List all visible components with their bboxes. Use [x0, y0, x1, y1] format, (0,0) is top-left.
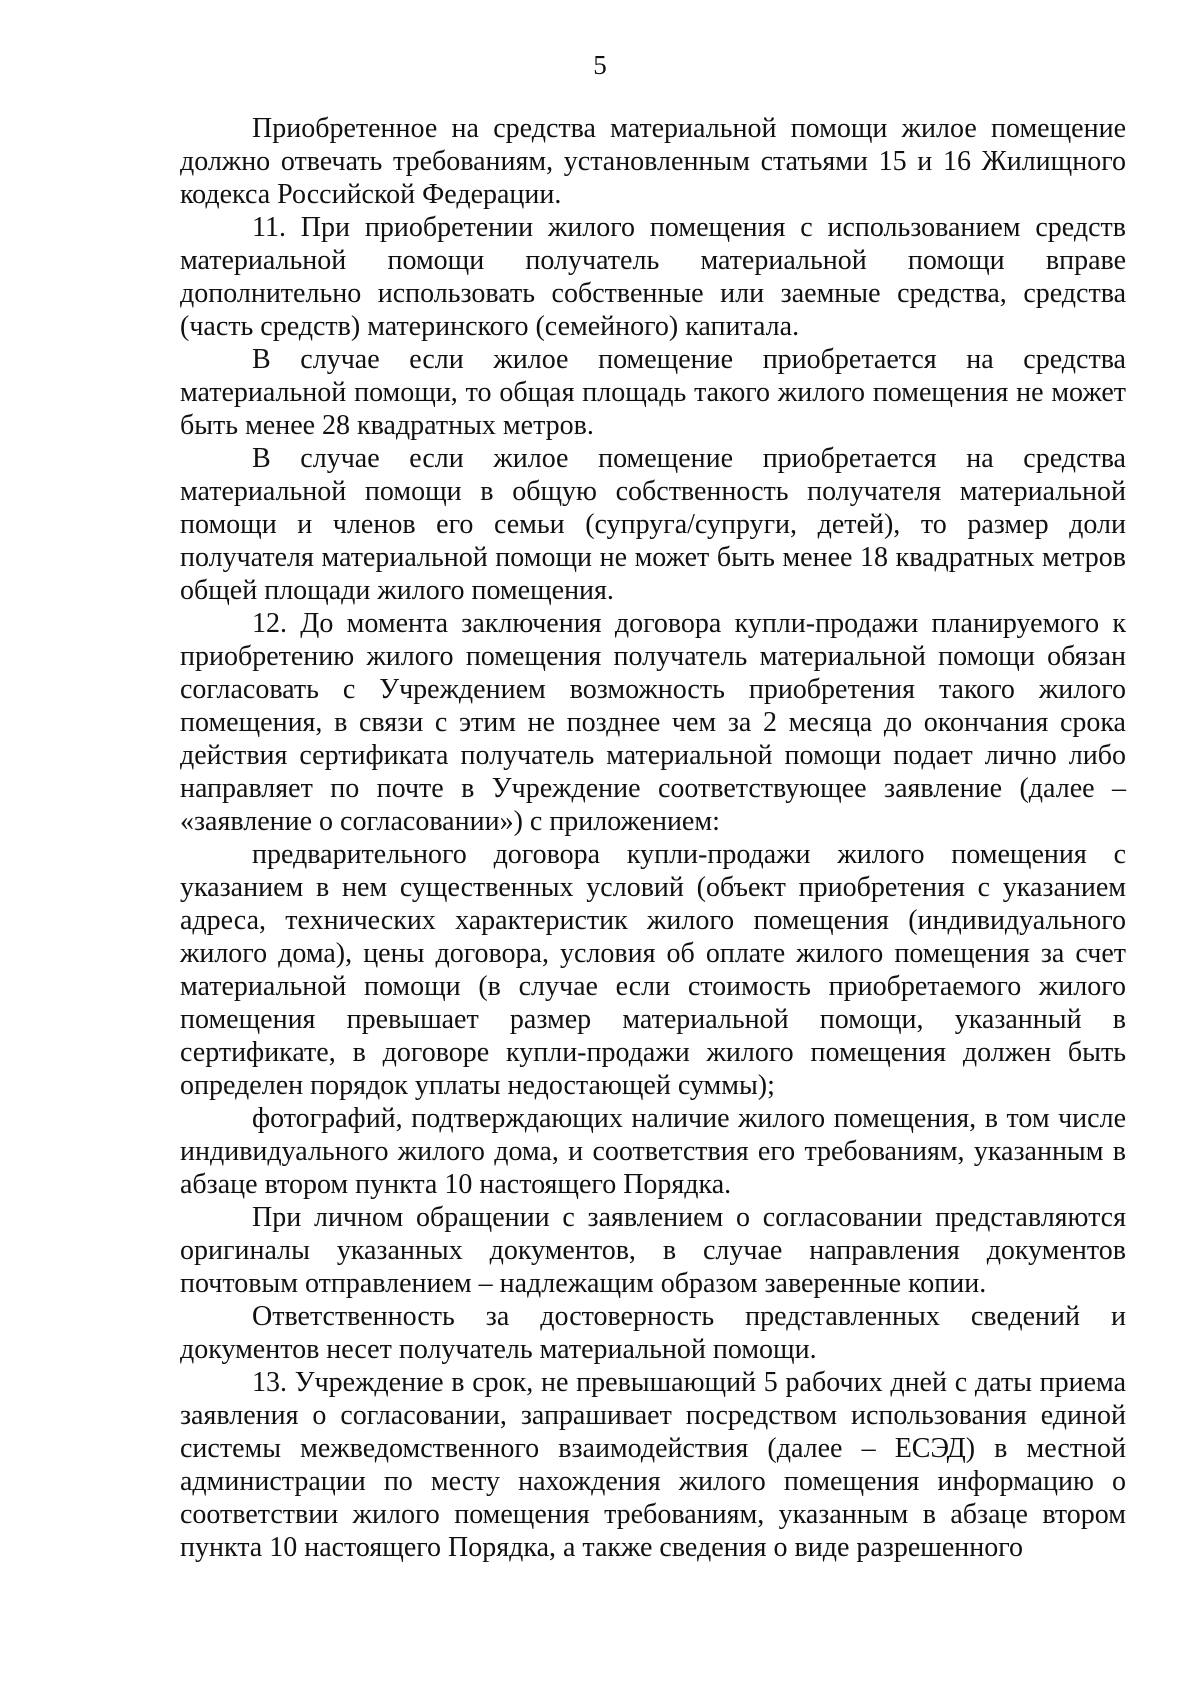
paragraph-minimum-area: В случае если жилое помещение приобретается на средства материальной помощи, то общая площадь такого жилого помещения не может быть менее 28 квадратных метров.: [180, 344, 1126, 441]
paragraph-photographs: фотографий, подтверждающих наличие жилого помещения, в том числе индивидуального жилого дома, и соответствия его требованиям, указанным в абзаце втором пункта 10 настоящего Порядка.: [180, 1103, 1126, 1200]
paragraph-item-13: 13. Учреждение в срок, не превышающий 5 рабочих дней с даты приема заявления о согласовании, запрашивает посредством использования единой системы межведомственного взаимодействия (далее – ЕСЭД) в местной администрации по месту нахождения жилого помещения информацию о соответствии жилого помещения требованиям, указанным в абзаце втором пункта 10 настоящего Порядка, а также сведения о виде разрешенного: [180, 1367, 1126, 1563]
page-number: 5: [593, 50, 607, 80]
paragraph-housing-requirements: Приобретенное на средства материальной помощи жилое помещение должно отвечать требованиям, установленным статьями 15 и 16 Жилищного кодекса Российской Федерации.: [180, 113, 1126, 210]
paragraph-item-12: 12. До момента заключения договора купли-продажи планируемого к приобретению жилого помещения получатель материальной помощи обязан согласовать с Учреждением возможность приобретения такого жилого помещения, в связи с этим не позднее чем за 2 месяца до окончания срока действия сертификата получатель материальной помощи подает лично либо направляет по почте в Учреждение соответствующее заявление (далее – «заявление о согласовании») с приложением:: [180, 608, 1126, 837]
paragraph-shared-ownership: В случае если жилое помещение приобретается на средства материальной помощи в общую собственность получателя материальной помощи и членов его семьи (супруга/супруги, детей), то размер доли получателя материальной помощи не может быть менее 18 квадратных метров общей площади жилого помещения.: [180, 443, 1126, 606]
paragraph-personal-submission: При личном обращении с заявлением о согласовании представляются оригиналы указанных документов, в случае направления документов почтовым отправлением – надлежащим образом заверенные копии.: [180, 1202, 1126, 1299]
document-body: [180, 112, 1126, 1564]
paragraph-responsibility: Ответственность за достоверность представленных сведений и документов несет получатель материальной помощи.: [180, 1301, 1126, 1365]
paragraph-item-11: 11. При приобретении жилого помещения с использованием средств материальной помощи получатель материальной помощи вправе дополнительно использовать собственные или заемные средства, средства (часть средств) материнского (семейного) капитала.: [180, 212, 1126, 342]
paragraph-preliminary-contract: предварительного договора купли-продажи жилого помещения с указанием в нем существенных условий (объект приобретения с указанием адреса, технических характеристик жилого помещения (индивидуального жилого дома), цены договора, условия об оплате жилого помещения за счет материальной помощи (в случае если стоимость приобретаемого жилого помещения превышает размер материальной помощи, указанный в сертификате, в договоре купли-продажи жилого помещения должен быть определен порядок уплаты недостающей суммы);: [180, 839, 1126, 1101]
